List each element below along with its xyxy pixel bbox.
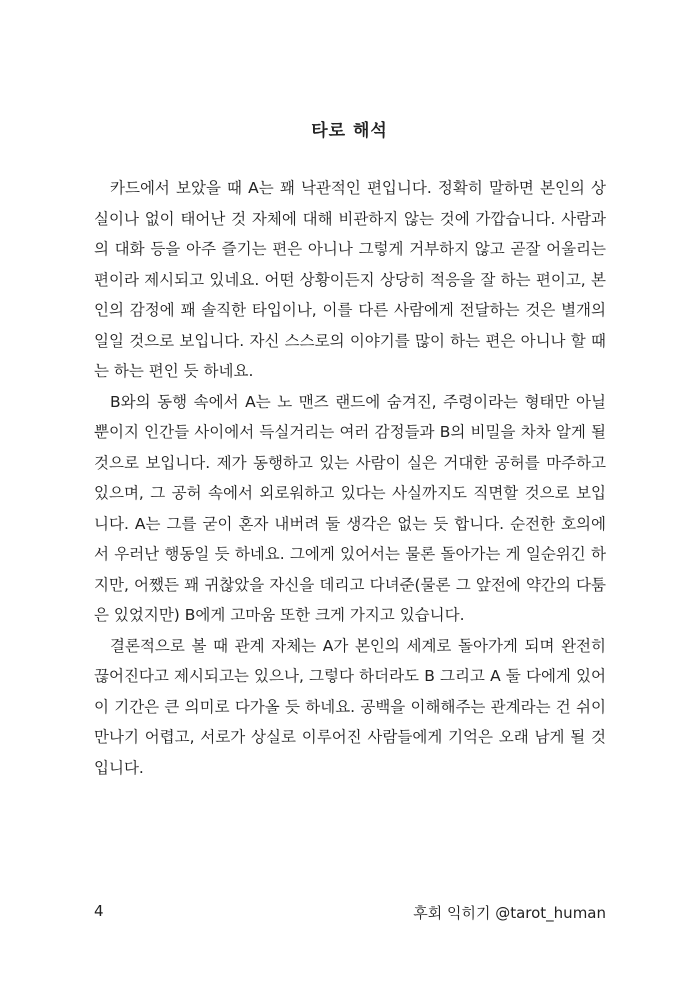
paragraph-1: 카드에서 보았을 때 A는 꽤 낙관적인 편입니다. 정확히 말하면 본인의 상실이나 없이 태어난 것 자체에 대해 비관하지 않는 것에 가깝습니다. 사람과의 대화 등을 아주 즐기는 편은 아니나 그렇게 거부하지 않고 곧잘 어울리는 편이라 제시되고 있네요. 어떤 상황이든지 상당히 적응을 잘 하는 편이고, 본인의 감정에 꽤 솔직한 타입이나, 이를 다른 사람에게 전달하는 것은 별개의 일일 것으로 보입니다. 자신 스스로의 이야기를 많이 하는 편은 아니나 할 때는 하는 편인 듯 하네요. bbox=[94, 179, 606, 380]
paragraph-3: 결론적으로 볼 때 관계 자체는 A가 본인의 세계로 돌아가게 되며 완전히 끊어진다고 제시되고는 있으나, 그렇다 하더라도 B 그리고 A 둘 다에게 있어 이 기간은 큰 의미로 다가올 듯 하네요. 공백을 이해해주는 관계라는 건 쉬이 만나기 어렵고, 서로가 상실로 이루어진 사람들에게 기억은 오래 남게 될 것입니다. bbox=[94, 636, 606, 777]
page-footer bbox=[94, 902, 606, 923]
page-title: 타로 해석 bbox=[311, 121, 388, 141]
paragraph-2: B와의 동행 속에서 A는 노 맨즈 랜드에 숨겨진, 주령이라는 형태만 아닐 뿐이지 인간들 사이에서 득실거리는 여러 감정들과 B의 비밀을 차차 알게 될 것으로 보입니다. 제가 동행하고 있는 사람이 실은 거대한 공허를 마주하고 있으며, 그 공허 속에서 외로워하고 있다는 사실까지도 직면할 것으로 보입니다. A는 그를 굳이 혼자 내버려 둘 생각은 없는 듯 합니다. 순전한 호의에서 우러난 행동일 듯 하네요. 그에게 있어서는 물론 돌아가는 게 일순위긴 하지만, 어쨌든 꽤 귀찮았을 자신을 데리고 다녀준(물론 그 앞전에 약간의 다툼은 있었지만) B에게 고마움 또한 크게 가지고 있습니다. bbox=[94, 392, 606, 624]
page-number: 4 bbox=[94, 902, 104, 920]
footer-credit: 후회 익히기 @tarot_human bbox=[413, 904, 606, 922]
body-text bbox=[94, 173, 606, 783]
